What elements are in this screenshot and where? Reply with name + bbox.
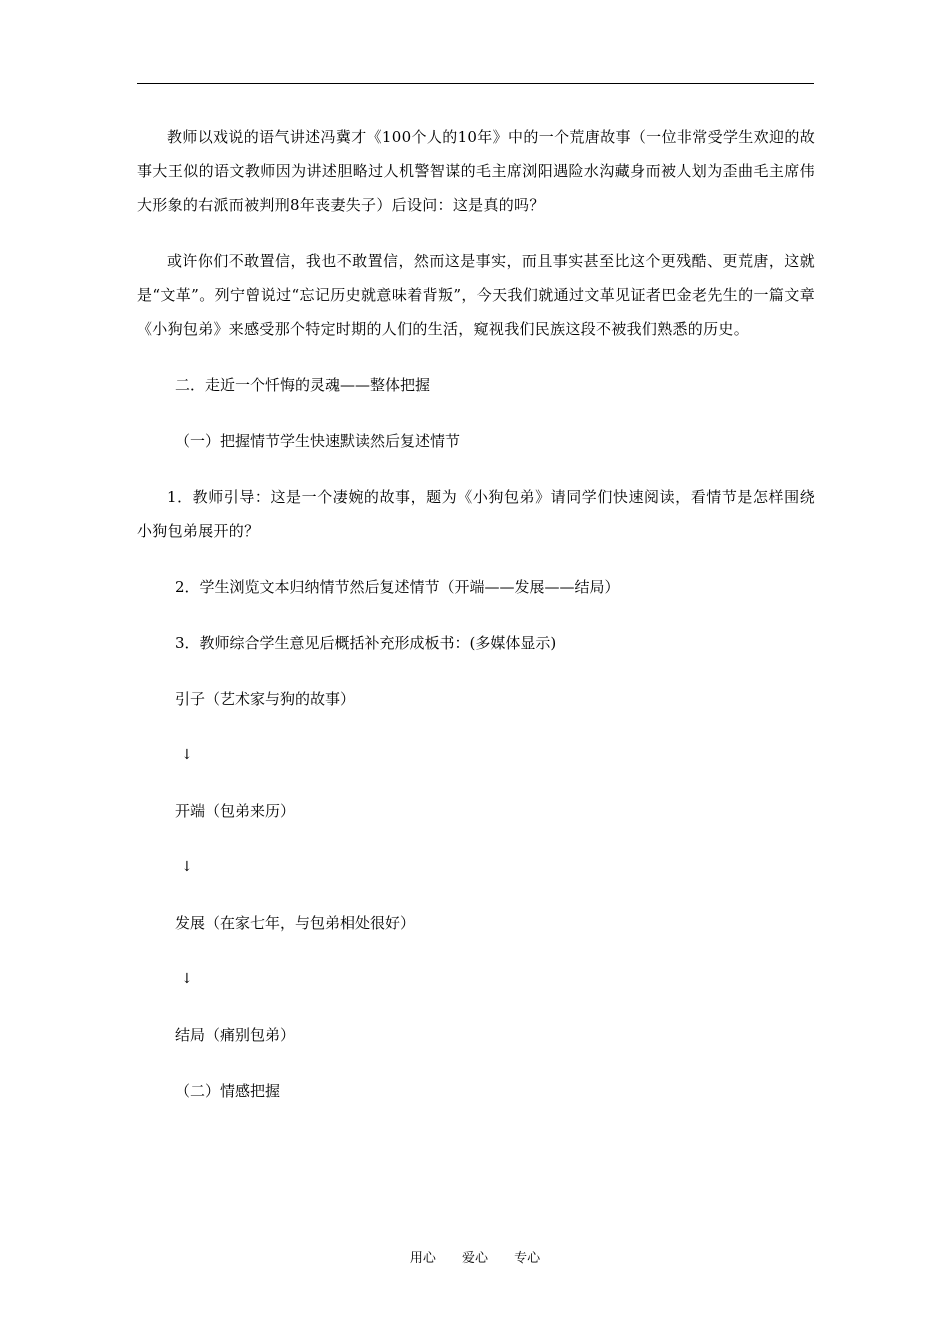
down-arrow-icon: ↓ bbox=[181, 859, 193, 875]
plot-development: 发展（在家七年，与包弟相处很好） bbox=[175, 914, 416, 932]
page-footer bbox=[0, 1247, 950, 1266]
intro-paragraph: 教师以戏说的语气讲述冯冀才《100个人的10年》中的一个荒唐故事（一位非常受学生欢迎的故事大王似的语文教师因为讲述胆略过人机警智谋的毛主席浏阳遇险水沟藏身而被人划为歪曲毛主席伟大形象的右派而被判刑8年丧妻失子）后设问：这是真的吗？ bbox=[137, 128, 815, 214]
context-paragraph: 或许你们不敢置信，我也不敢置信，然而这是事实，而且事实甚至比这个更残酷、更荒唐，这就是“文革”。列宁曾说过“忘记历史就意味着背叛”，今天我们就通过文革见证者巴金老先生的一篇文章《小狗包弟》来感受那个特定时期的人们的生活，窥视我们民族这段不被我们熟悉的历史。 bbox=[137, 252, 815, 338]
step-three: 3．教师综合学生意见后概括补充形成板书：(多媒体显示) bbox=[175, 634, 557, 652]
section-title: 二．走近一个忏悔的灵魂——整体把握 bbox=[175, 376, 431, 394]
subsection-plot: （一）把握情节学生快速默读然后复述情节 bbox=[175, 432, 461, 450]
plot-ending: 结局（痛别包弟） bbox=[175, 1026, 296, 1044]
document-body bbox=[137, 120, 815, 1108]
subsection-emotion: （二）情感把握 bbox=[175, 1082, 281, 1100]
step-one: 1．教师引导：这是一个凄婉的故事，题为《小狗包弟》请同学们快速阅读，看情节是怎样围绕小狗包弟展开的？ bbox=[137, 488, 815, 540]
plot-beginning: 开端（包弟来历） bbox=[175, 802, 296, 820]
step-two: 2．学生浏览文本归纳情节然后复述情节（开端——发展——结局） bbox=[175, 578, 620, 596]
footer-text: 爱心 bbox=[461, 1251, 488, 1266]
down-arrow-icon: ↓ bbox=[181, 971, 193, 987]
plot-intro: 引子（艺术家与狗的故事） bbox=[175, 690, 356, 708]
footer-text: 用心 bbox=[409, 1251, 436, 1266]
header-rule bbox=[137, 83, 814, 84]
footer-text: 专心 bbox=[514, 1251, 541, 1266]
down-arrow-icon: ↓ bbox=[181, 747, 193, 763]
